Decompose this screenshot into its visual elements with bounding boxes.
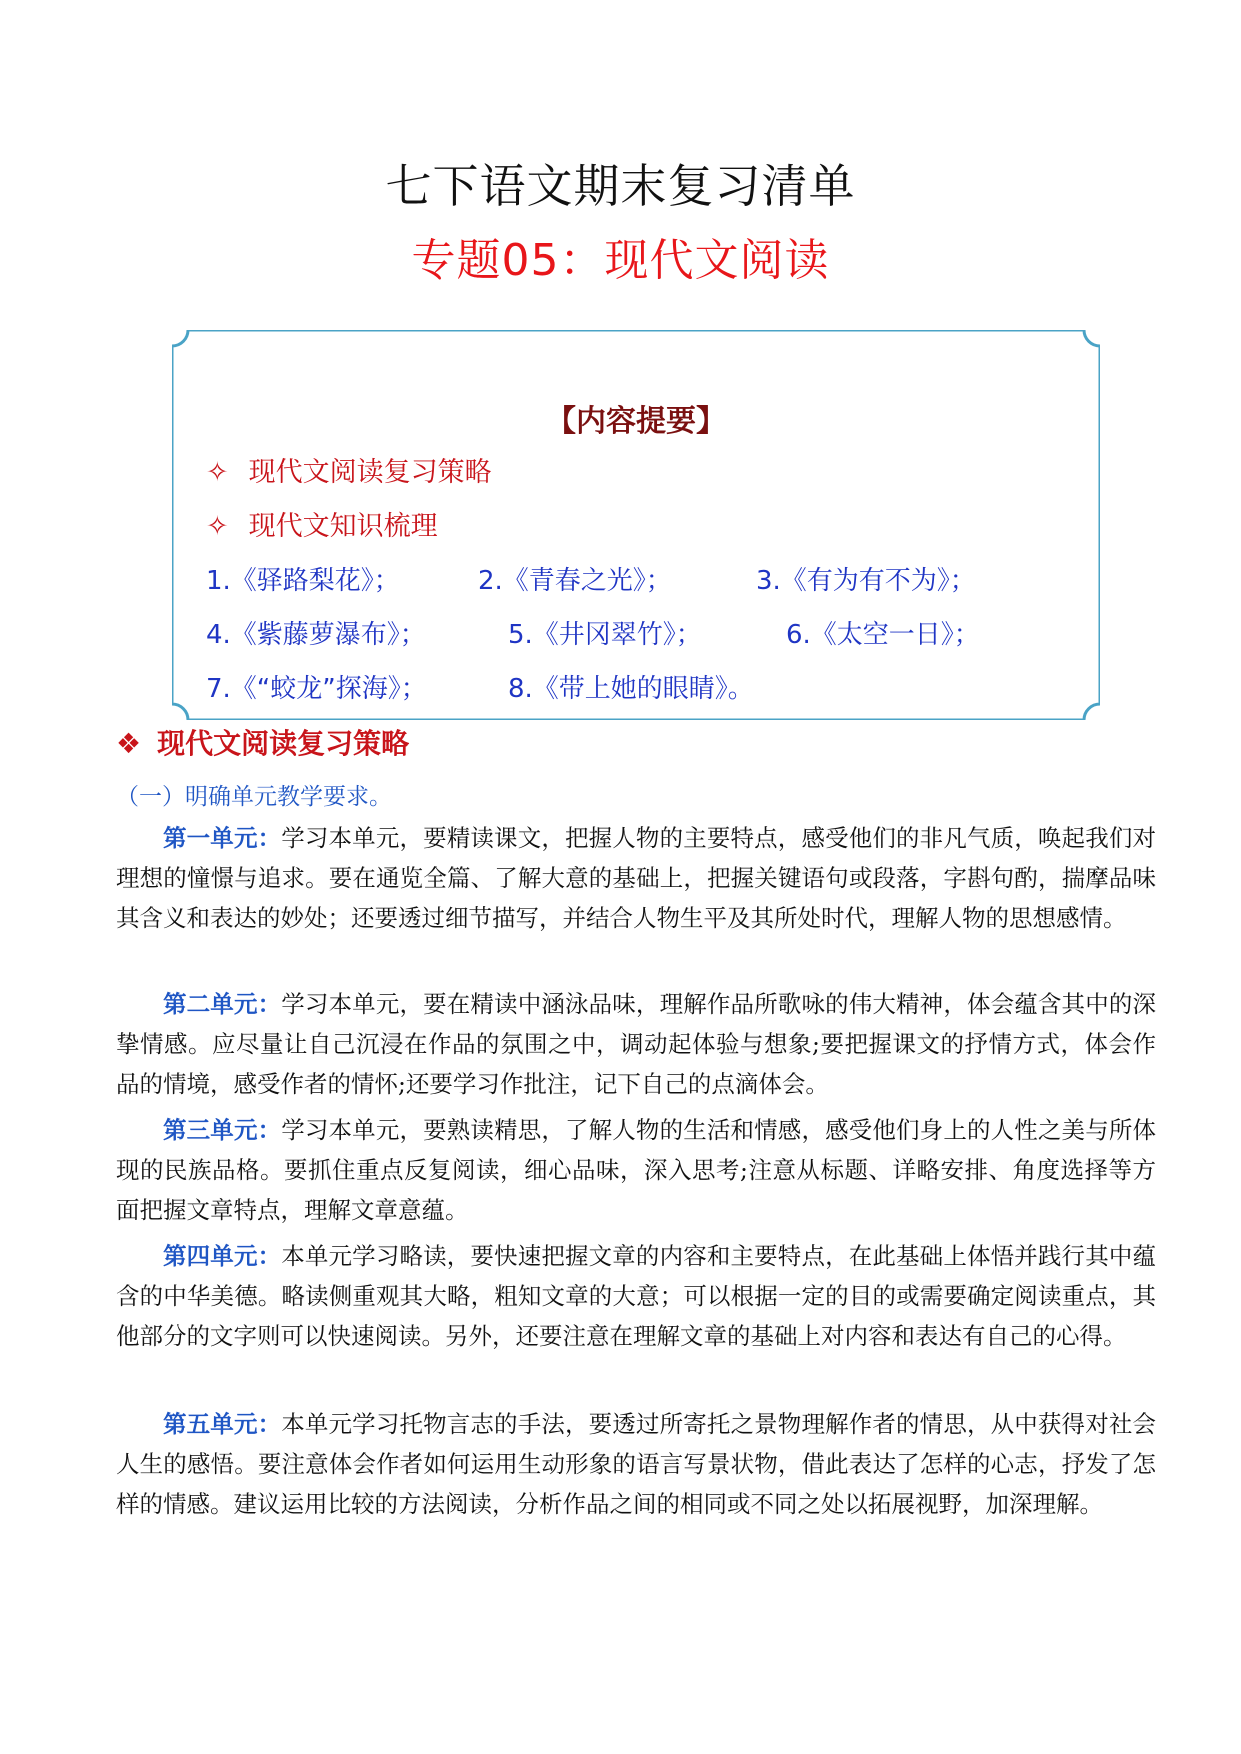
article-list-row <box>206 668 754 705</box>
article-list-row <box>206 614 980 651</box>
summary-bullet <box>206 504 438 543</box>
article-list-row <box>206 560 976 597</box>
article-item: 1.《驿路梨花》； <box>206 566 400 596</box>
unit-label: 第五单元： <box>163 1410 282 1438</box>
summary-bullet <box>206 450 492 489</box>
unit-text: 本单元学习略读，要快速把握文章的内容和主要特点，在此基础上体悟并践行其中蕴含的中华美德。略读侧重观其大略，粗知文章的大意；可以根据一定的目的或需要确定阅读重点，其他部分的文字则可以快速阅读。另外，还要注意在理解文章的基础上对内容和表达有自己的心得。 <box>116 1242 1157 1350</box>
summary-box <box>172 330 1100 720</box>
unit-label: 第三单元： <box>163 1116 282 1144</box>
sparkle-icon: ✧ <box>206 457 229 488</box>
bullet-label: 现代文知识梳理 <box>248 511 438 542</box>
article-item: 2.《青春之光》； <box>478 566 672 596</box>
diamond-icon: ❖ <box>116 727 142 760</box>
unit-paragraph <box>116 818 1156 938</box>
unit-label: 第二单元： <box>163 990 282 1018</box>
sparkle-icon: ✧ <box>206 511 229 542</box>
section-title-text: 现代文阅读复习策略 <box>157 727 410 760</box>
unit-label: 第四单元： <box>163 1242 282 1270</box>
section-subheading: （一）明确单元教学要求。 <box>116 784 392 810</box>
bullet-label: 现代文阅读复习策略 <box>248 457 492 488</box>
unit-paragraph <box>116 1404 1156 1524</box>
page-subtitle: 专题05：现代文阅读 <box>411 235 830 286</box>
page-title: 七下语文期末复习清单 <box>385 159 856 213</box>
article-item: 3.《有为有不为》； <box>756 566 976 596</box>
unit-text: 本单元学习托物言志的手法，要透过所寄托之景物理解作者的情思，从中获得对社会人生的感悟。要注意体会作者如何运用生动形象的语言写景状物，借此表达了怎样的心志，抒发了怎样的情感。建议运用比较的方法阅读，分析作品之间的相同或不同之处以拓展视野，加深理解。 <box>116 1410 1157 1518</box>
unit-text: 学习本单元，要熟读精思，了解人物的生活和情感，感受他们身上的人性之美与所体现的民族品格。要抓住重点反复阅读，细心品味，深入思考;注意从标题、详略安排、角度选择等方面把握文章特点，理解文章意蕴。 <box>116 1116 1157 1224</box>
article-item: 8.《带上她的眼睛》。 <box>508 674 754 704</box>
unit-text: 学习本单元，要在精读中涵泳品味，理解作品所歌咏的伟大精神，体会蕴含其中的深挚情感。应尽量让自己沉浸在作品的氛围之中，调动起体验与想象;要把握课文的抒情方式，体会作品的情境，感受作者的情怀;还要学习作批注，记下自己的点滴体会。 <box>116 990 1157 1098</box>
article-item: 7.《“蛟龙”探海》； <box>206 674 427 704</box>
article-item: 6.《太空一日》； <box>786 620 980 650</box>
unit-paragraph <box>116 984 1156 1104</box>
article-item: 4.《紫藤萝瀑布》； <box>206 620 426 650</box>
section-title <box>116 722 409 762</box>
unit-paragraph <box>116 1110 1156 1230</box>
summary-heading: 【内容提要】 <box>546 404 726 439</box>
unit-paragraph <box>116 1236 1156 1356</box>
article-item: 5.《井冈翠竹》； <box>508 620 702 650</box>
unit-text: 学习本单元，要精读课文，把握人物的主要特点，感受他们的非凡气质，唤起我们对理想的憧憬与追求。要在通览全篇、了解大意的基础上，把握关键语句或段落，字斟句酌，揣摩品味其含义和表达的妙处；还要透过细节描写，并结合人物生平及其所处时代，理解人物的思想感情。 <box>116 824 1157 932</box>
unit-label: 第一单元： <box>163 824 282 852</box>
